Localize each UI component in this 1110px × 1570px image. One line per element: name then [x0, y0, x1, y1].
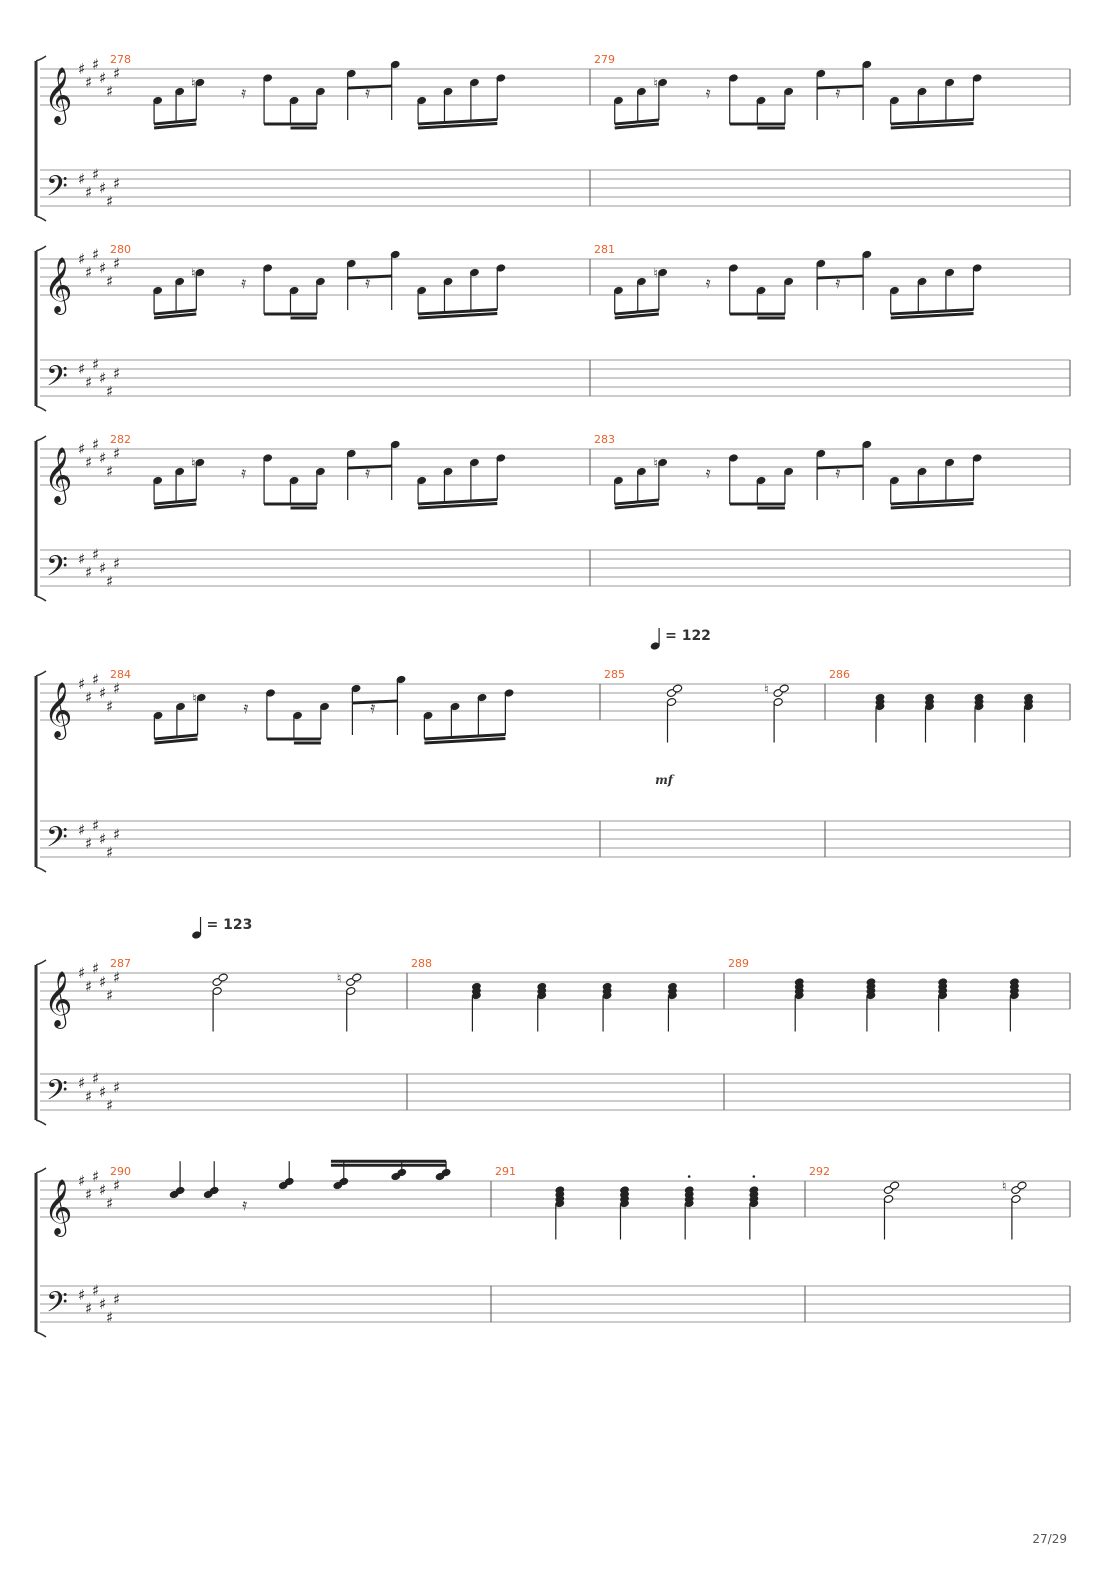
bracket-hook: [36, 56, 46, 61]
sharp-sign: ♯: [78, 170, 86, 188]
sharp-sign: ♯: [78, 550, 86, 568]
sharp-sign: ♯: [78, 1286, 86, 1304]
measure-number: 284: [110, 668, 131, 681]
bracket-hook: [36, 1168, 46, 1173]
sharp-sign: ♯: [113, 254, 121, 273]
bracket-hook: [36, 960, 46, 965]
bracket-hook: [36, 406, 46, 411]
rest-16th: 𝄿: [835, 82, 841, 102]
bracket-hook: [36, 436, 46, 441]
sharp-sign: ♯: [92, 245, 100, 264]
sharp-sign: ♯: [99, 449, 107, 467]
bracket-hook: [36, 596, 46, 601]
sharp-sign: ♯: [92, 165, 100, 184]
treble-clef-icon: 𝄞: [44, 257, 73, 313]
natural-sign: ♮: [336, 971, 342, 987]
measure-number: 280: [110, 243, 131, 256]
bracket-hook: [36, 216, 46, 221]
sharp-sign: ♯: [106, 986, 114, 1005]
rest-16th: 𝄿: [365, 462, 371, 482]
treble-clef-icon: 𝄞: [44, 682, 73, 738]
sharp-sign: ♯: [99, 1295, 107, 1313]
sharp-sign: ♯: [99, 179, 107, 197]
measure-number: 290: [110, 1165, 131, 1178]
bass-clef-icon: 𝄢: [46, 1074, 68, 1114]
sharp-sign: ♯: [85, 977, 93, 996]
system: [36, 53, 1070, 221]
measure-number: 289: [728, 957, 749, 970]
rest-16th: 𝄿: [370, 697, 376, 717]
sharp-sign: ♯: [106, 1096, 114, 1115]
treble-clef-icon: 𝄞: [44, 971, 73, 1027]
sharp-sign: ♯: [106, 192, 114, 211]
natural-sign: ♮: [653, 76, 659, 92]
rest-16th: 𝄿: [243, 697, 249, 717]
treble-clef-icon: 𝄞: [44, 447, 73, 503]
sharp-sign: ♯: [99, 259, 107, 277]
rest-16th: 𝄿: [705, 462, 711, 482]
bass-clef-icon: 𝄢: [46, 821, 68, 861]
tempo-marking: = 122: [665, 628, 711, 644]
bass-clef-icon: 𝄢: [46, 1286, 68, 1326]
sharp-sign: ♯: [78, 360, 86, 378]
sharp-sign: ♯: [106, 697, 114, 716]
page-number: 27/29: [1032, 1532, 1067, 1546]
sharp-sign: ♯: [99, 973, 107, 991]
measure-number: 278: [110, 53, 131, 66]
sharp-sign: ♯: [99, 69, 107, 87]
dynamic-marking: mf: [655, 773, 673, 787]
sharp-sign: ♯: [106, 1308, 114, 1327]
sharp-sign: ♯: [106, 272, 114, 291]
sharp-sign: ♯: [92, 355, 100, 374]
rest-16th: 𝄿: [241, 82, 247, 102]
rest-16th: 𝄿: [242, 1194, 248, 1214]
system: [36, 243, 1070, 411]
sharp-sign: ♯: [113, 1290, 121, 1309]
sharp-sign: ♯: [92, 545, 100, 564]
sharp-sign: ♯: [92, 1281, 100, 1300]
rest-16th: 𝄿: [365, 272, 371, 292]
bass-clef-icon: 𝄢: [46, 360, 68, 400]
rest-16th: 𝄿: [705, 82, 711, 102]
measure-number: 287: [110, 957, 131, 970]
sharp-sign: ♯: [92, 1069, 100, 1088]
sharp-sign: ♯: [85, 834, 93, 853]
sharp-sign: ♯: [85, 1087, 93, 1106]
natural-sign: ♮: [191, 266, 196, 282]
bracket-hook: [36, 1120, 46, 1125]
measure-number: 285: [604, 668, 625, 681]
sharp-sign: ♯: [92, 55, 100, 74]
measure-number: 281: [594, 243, 615, 256]
treble-clef-icon: 𝄞: [44, 67, 73, 123]
sharp-sign: ♯: [85, 1185, 93, 1204]
sharp-sign: ♯: [113, 825, 121, 844]
sharp-sign: ♯: [92, 670, 100, 689]
rest-16th: 𝄿: [365, 82, 371, 102]
sharp-sign: ♯: [99, 1181, 107, 1199]
measure-number: 291: [495, 1165, 516, 1178]
sharp-sign: ♯: [78, 964, 86, 982]
sharp-sign: ♯: [106, 82, 114, 101]
sharp-sign: ♯: [106, 843, 114, 862]
measure-number: 292: [809, 1165, 830, 1178]
natural-sign: ♮: [192, 691, 197, 707]
sharp-sign: ♯: [99, 684, 107, 702]
bass-clef-icon: 𝄢: [46, 170, 68, 210]
sharp-sign: ♯: [106, 382, 114, 401]
natural-sign: ♮: [1001, 1179, 1007, 1195]
natural-sign: ♮: [764, 682, 769, 698]
sharp-sign: ♯: [78, 1172, 86, 1190]
sharp-sign: ♯: [113, 679, 121, 698]
sharp-sign: ♯: [99, 559, 107, 577]
sharp-sign: ♯: [85, 263, 93, 282]
sharp-sign: ♯: [92, 816, 100, 835]
sharp-sign: ♯: [99, 830, 107, 848]
rest-16th: 𝄿: [835, 272, 841, 292]
bracket-hook: [36, 1332, 46, 1337]
sharp-sign: ♯: [78, 821, 86, 839]
sharp-sign: ♯: [85, 453, 93, 472]
sharp-sign: ♯: [113, 554, 121, 573]
measure-number: 283: [594, 433, 615, 446]
sharp-sign: ♯: [78, 1074, 86, 1092]
treble-clef-icon: 𝄞: [44, 1179, 73, 1235]
measure-number: 288: [411, 957, 432, 970]
sharp-sign: ♯: [113, 444, 121, 463]
sharp-sign: ♯: [113, 64, 121, 83]
sharp-sign: ♯: [106, 1194, 114, 1213]
sharp-sign: ♯: [92, 435, 100, 454]
sharp-sign: ♯: [85, 1299, 93, 1318]
sharp-sign: ♯: [92, 1167, 100, 1186]
rest-16th: 𝄿: [835, 462, 841, 482]
measure-number: 279: [594, 53, 615, 66]
sharp-sign: ♯: [78, 675, 86, 693]
bass-clef-icon: 𝄢: [46, 550, 68, 590]
sharp-sign: ♯: [99, 369, 107, 387]
sharp-sign: ♯: [92, 959, 100, 978]
sharp-sign: ♯: [113, 1176, 121, 1195]
system: [36, 433, 1070, 601]
sharp-sign: ♯: [78, 440, 86, 458]
rest-16th: 𝄿: [241, 272, 247, 292]
rest-16th: 𝄿: [241, 462, 247, 482]
sharp-sign: ♯: [85, 183, 93, 202]
measure-number: 286: [829, 668, 850, 681]
measure-number: 282: [110, 433, 131, 446]
natural-sign: ♮: [191, 76, 196, 92]
sharp-sign: ♯: [85, 73, 93, 92]
sharp-sign: ♯: [113, 1078, 121, 1097]
sharp-sign: ♯: [78, 60, 86, 78]
bracket-hook: [36, 246, 46, 251]
bracket-hook: [36, 671, 46, 676]
sharp-sign: ♯: [78, 250, 86, 268]
staccato-dot: [753, 1175, 756, 1178]
sharp-sign: ♯: [85, 373, 93, 392]
system: [36, 1161, 1070, 1337]
system: [36, 917, 1070, 1125]
natural-sign: ♮: [191, 456, 196, 472]
rest-16th: 𝄿: [705, 272, 711, 292]
sharp-sign: ♯: [99, 1083, 107, 1101]
natural-sign: ♮: [653, 456, 659, 472]
system: [36, 628, 1070, 872]
sharp-sign: ♯: [85, 688, 93, 707]
sharp-sign: ♯: [85, 563, 93, 582]
sharp-sign: ♯: [106, 462, 114, 481]
sharp-sign: ♯: [113, 174, 121, 193]
natural-sign: ♮: [653, 266, 659, 282]
bracket-hook: [36, 867, 46, 872]
sharp-sign: ♯: [106, 572, 114, 591]
tempo-marking: = 123: [206, 917, 253, 933]
sharp-sign: ♯: [113, 364, 121, 383]
staccato-dot: [688, 1175, 691, 1178]
sharp-sign: ♯: [113, 968, 121, 987]
